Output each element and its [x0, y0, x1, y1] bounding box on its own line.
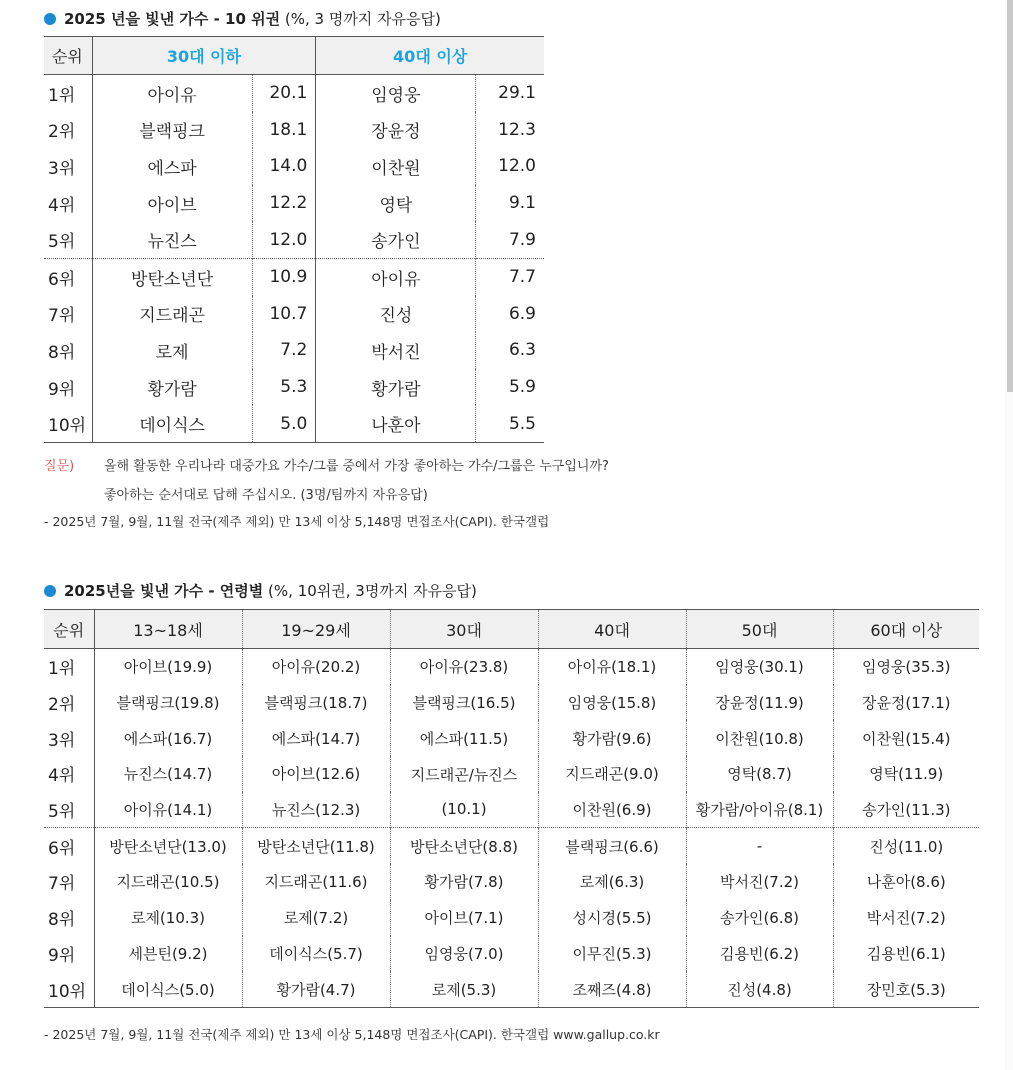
age-cell: 로제(10.3)	[94, 900, 242, 936]
table-row	[44, 185, 544, 222]
age-cell: 뉴진스(14.7)	[94, 756, 242, 792]
header-age-group: 50대	[686, 610, 833, 649]
over40-name-cell: 영탁	[316, 185, 476, 222]
header-under30: 30대 이하	[92, 37, 316, 75]
age-cell: 아이브(12.6)	[242, 756, 390, 792]
age-cell: 아이유(20.2)	[242, 649, 390, 685]
age-cell: 로제(6.3)	[538, 864, 686, 900]
rank-cell: 7위	[44, 864, 94, 900]
age-group-table	[44, 609, 979, 1008]
table-row	[44, 971, 979, 1007]
table-row	[44, 296, 544, 333]
age-cell: 블랙핑크(16.5)	[390, 685, 538, 721]
bullet-dot-icon	[44, 13, 56, 25]
scrollbar-thumb[interactable]	[1007, 0, 1013, 392]
over40-name-cell: 박서진	[316, 332, 476, 369]
top10-body	[44, 75, 544, 443]
rank-cell: 6위	[44, 258, 92, 295]
under30-name-cell: 방탄소년단	[92, 258, 252, 295]
section1-title-note: (%, 3 명까지 자유응답)	[280, 10, 441, 28]
rank-cell: 3위	[44, 720, 94, 756]
age-cell: 조째즈(4.8)	[538, 971, 686, 1007]
age-cell: 에스파(16.7)	[94, 720, 242, 756]
age-cell: 데이식스(5.0)	[94, 971, 242, 1007]
table-row	[44, 720, 979, 756]
bullet-dot-icon	[44, 585, 56, 597]
rank-cell: 6위	[44, 828, 94, 864]
age-cell: 진성(11.0)	[833, 828, 979, 864]
age-cell: 블랙핑크(19.8)	[94, 685, 242, 721]
rank-cell: 10위	[44, 405, 92, 442]
age-cell: 데이식스(5.7)	[242, 936, 390, 972]
age-table-body	[44, 649, 979, 1008]
rank-cell: 8위	[44, 332, 92, 369]
table-row	[44, 369, 544, 406]
over40-name-cell: 진성	[316, 296, 476, 333]
under30-name-cell: 에스파	[92, 148, 252, 185]
age-cell: 아이브(19.9)	[94, 649, 242, 685]
rank-cell: 9위	[44, 936, 94, 972]
under30-value-cell: 10.7	[252, 296, 316, 333]
age-cell: 김용빈(6.1)	[866, 944, 946, 963]
rank-cell: 2위	[44, 112, 92, 149]
under30-value-cell: 10.9	[252, 258, 316, 295]
over40-value-cell: 6.3	[508, 340, 536, 361]
age-cell: 아이브(7.1)	[390, 900, 538, 936]
age-cell: 성시경(5.5)	[538, 900, 686, 936]
age-cell: 방탄소년단(13.0)	[94, 828, 242, 864]
top10-table	[44, 36, 544, 443]
age-cell: 이무진(5.3)	[538, 936, 686, 972]
over40-name-cell: 나훈아	[316, 405, 476, 442]
survey-source-1: - 2025년 7월, 9월, 11월 전국(제주 제외) 만 13세 이상 5,148명 면접조사(CAPI). 한국갤럽	[44, 514, 550, 529]
age-cell: 임영웅(7.0)	[390, 936, 538, 972]
rank-cell: 7위	[44, 296, 92, 333]
table-row	[44, 936, 979, 972]
question-note	[44, 452, 609, 510]
section1-title	[44, 8, 441, 29]
section1-title-main: 2025 년을 빛낸 가수 - 10 위권	[64, 10, 281, 28]
header-age-group: 19~29세	[242, 610, 390, 649]
under30-value-cell: 14.0	[252, 148, 316, 185]
under30-name-cell: 뉴진스	[92, 221, 252, 258]
over40-name-cell: 황가람	[316, 369, 476, 406]
age-cell: 임영웅(30.1)	[686, 649, 833, 685]
table-row	[44, 221, 544, 258]
under30-name-cell: 데이식스	[92, 405, 252, 442]
under30-value-cell: 20.1	[252, 75, 316, 112]
table-row	[44, 75, 544, 112]
under30-name-cell: 블랙핑크	[92, 112, 252, 149]
age-cell: 장민호(5.3)	[866, 980, 946, 999]
age-cell: 장윤정(17.1)	[861, 694, 951, 713]
age-cell: 세븐틴(9.2)	[94, 936, 242, 972]
header-rank: 순위	[44, 610, 94, 649]
table-row	[44, 332, 544, 369]
age-cell: 아이유(14.1)	[94, 792, 242, 828]
under30-value-cell: 18.1	[252, 112, 316, 149]
age-cell: 뉴진스(12.3)	[242, 792, 390, 828]
header-over40: 40대 이상	[316, 37, 544, 75]
age-cell: 지드래곤(11.6)	[242, 864, 390, 900]
rank-cell: 5위	[44, 792, 94, 828]
rank-cell: 3위	[44, 148, 92, 185]
over40-value-cell: 6.9	[508, 303, 536, 324]
age-cell: 블랙핑크(6.6)	[538, 828, 686, 864]
under30-value-cell: 5.0	[252, 405, 316, 442]
section2-title-note: (%, 10위권, 3명까지 자유응답)	[263, 582, 477, 600]
table-row	[44, 828, 979, 864]
age-cell: 송가인(6.8)	[686, 900, 833, 936]
table-row	[44, 756, 979, 792]
age-cell: 장윤정(11.9)	[686, 685, 833, 721]
age-cell: 박서진(7.2)	[866, 909, 946, 928]
over40-value-cell: 12.3	[498, 119, 536, 140]
table-row	[44, 148, 544, 185]
table-row	[44, 864, 979, 900]
age-cell: 이찬원(10.8)	[686, 720, 833, 756]
merged-line-1: 지드래곤/뉴진스	[410, 765, 518, 784]
age-cell: 박서진(7.2)	[686, 864, 833, 900]
over40-value-cell: 12.0	[498, 156, 536, 177]
over40-name-cell: 이찬원	[316, 148, 476, 185]
rank-cell: 4위	[44, 185, 92, 222]
age-cell: 임영웅(15.8)	[538, 685, 686, 721]
over40-value-cell: 7.7	[476, 258, 544, 295]
survey-source-2: - 2025년 7월, 9월, 11월 전국(제주 제외) 만 13세 이상 5,148명 면접조사(CAPI). 한국갤럽 www.gallup.co.kr	[44, 1027, 660, 1042]
over40-value-cell: 5.9	[508, 377, 536, 398]
top10-header-row	[44, 37, 544, 75]
under30-value-cell: 5.3	[252, 369, 316, 406]
rank-cell: 2위	[44, 685, 94, 721]
age-cell: 방탄소년단(8.8)	[390, 828, 538, 864]
header-age-group: 60대 이상	[833, 610, 979, 649]
under30-value-cell: 7.2	[252, 332, 316, 369]
age-cell: 아이유(18.1)	[538, 649, 686, 685]
table-row	[44, 685, 979, 721]
under30-value-cell: 12.0	[252, 221, 316, 258]
header-age-group: 40대	[538, 610, 686, 649]
over40-value-cell: 9.1	[508, 193, 536, 214]
header-age-group: 30대	[390, 610, 538, 649]
age-cell: 황가람(9.6)	[538, 720, 686, 756]
age-cell: 이찬원(15.4)	[861, 729, 951, 748]
question-line2: 좋아하는 순서대로 답해 주십시오. (3명/팀까지 자유응답)	[104, 488, 428, 503]
age-cell: 로제(5.3)	[390, 971, 538, 1007]
age-cell: 아이유(23.8)	[390, 649, 538, 685]
age-cell: 영탁(11.9)	[869, 765, 944, 784]
age-cell: 황가람(4.7)	[242, 971, 390, 1007]
over40-value-cell: 5.5	[508, 413, 536, 434]
age-cell: 송가인(11.3)	[861, 801, 951, 820]
header-age-group: 13~18세	[94, 610, 242, 649]
rank-cell: 10위	[44, 971, 94, 1007]
under30-name-cell: 아이유	[92, 75, 252, 112]
age-cell: 황가람(7.8)	[390, 864, 538, 900]
over40-name-cell: 임영웅	[316, 75, 476, 112]
under30-name-cell: 로제	[92, 332, 252, 369]
age-cell: 방탄소년단(11.8)	[242, 828, 390, 864]
age-cell: 황가람/아이유(8.1)	[686, 792, 833, 828]
section2-title-main: 2025년을 빛낸 가수 - 연령별	[64, 582, 264, 600]
age-cell: 영탁(8.7)	[686, 756, 833, 792]
question-label: 질문)	[44, 459, 75, 474]
age-cell: 김용빈(6.2)	[686, 936, 833, 972]
age-cell: 로제(7.2)	[242, 900, 390, 936]
age-cell: 진성(4.8)	[686, 971, 833, 1007]
over40-value-cell: 7.9	[508, 229, 536, 250]
age-cell: 나훈아(8.6)	[866, 873, 946, 892]
table-row	[44, 258, 544, 295]
age-cell: -	[686, 828, 833, 864]
age-header-row	[44, 610, 979, 649]
table-row	[44, 112, 544, 149]
over40-name-cell: 송가인	[316, 221, 476, 258]
over40-value-cell: 29.1	[498, 83, 536, 104]
age-cell: 이찬원(6.9)	[538, 792, 686, 828]
rank-cell: 1위	[44, 75, 92, 112]
over40-name-cell: 장윤정	[316, 112, 476, 149]
over40-name-cell: 아이유	[316, 258, 476, 295]
rank-cell: 9위	[44, 369, 92, 406]
age-cell: 에스파(14.7)	[242, 720, 390, 756]
age-cell: 지드래곤(9.0)	[538, 756, 686, 792]
table-row	[44, 405, 544, 442]
table-row	[44, 900, 979, 936]
rank-cell: 1위	[44, 649, 94, 685]
merged-line-2: (10.1)	[441, 799, 487, 818]
under30-name-cell: 황가람	[92, 369, 252, 406]
header-rank: 순위	[44, 37, 92, 75]
age-cell: 임영웅(35.3)	[861, 658, 951, 677]
rank-cell: 8위	[44, 900, 94, 936]
table-row	[44, 649, 979, 685]
rank-cell: 4위	[44, 756, 94, 792]
age-cell: 블랙핑크(18.7)	[242, 685, 390, 721]
rank-cell: 5위	[44, 221, 92, 258]
under30-value-cell: 12.2	[252, 185, 316, 222]
under30-name-cell: 지드래곤	[92, 296, 252, 333]
section2-title	[44, 580, 477, 601]
age-cell-merged	[390, 756, 538, 828]
under30-name-cell: 아이브	[92, 185, 252, 222]
age-cell: 에스파(11.5)	[390, 720, 538, 756]
age-cell: 지드래곤(10.5)	[94, 864, 242, 900]
question-line1: 올해 활동한 우리나라 대중가요 가수/그룹 중에서 가장 좋아하는 가수/그룹은 누구입니까?	[104, 459, 609, 474]
